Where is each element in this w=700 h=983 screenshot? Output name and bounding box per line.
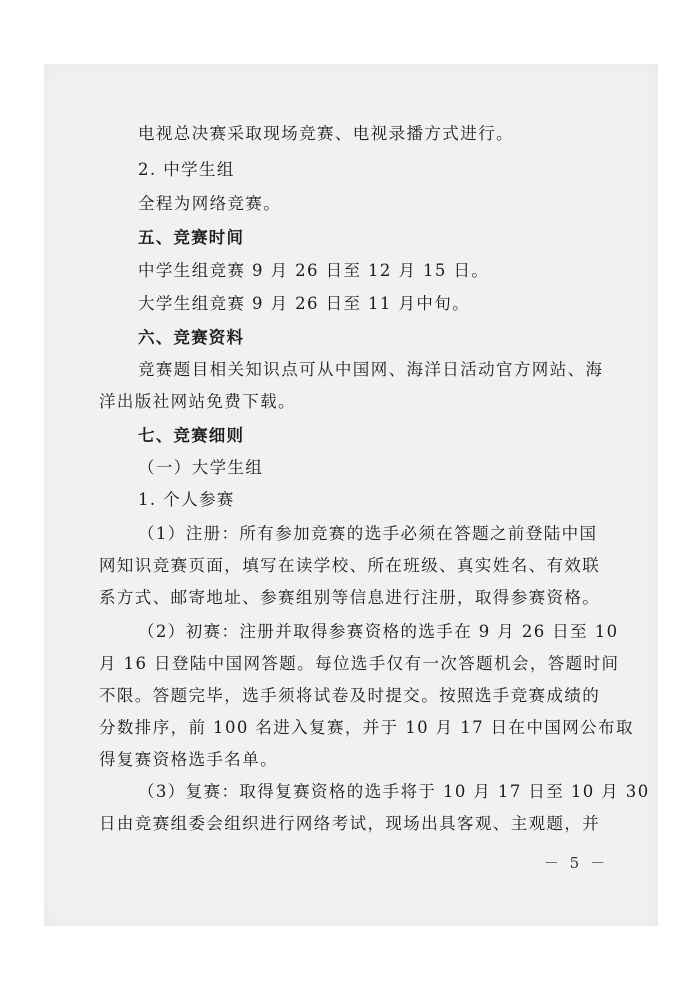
paragraph-line: 竞赛题目相关知识点可从中国网、海洋日活动官方网站、海 xyxy=(138,360,604,379)
paragraph-line: 大学生组竞赛 9 月 26 日至 11 月中旬。 xyxy=(138,294,471,313)
paragraph-line: 电视总决赛采取现场竞赛、电视录播方式进行。 xyxy=(138,124,514,143)
paragraph-line: 网知识竞赛页面，填写在读学校、所在班级、真实姓名、有效联 xyxy=(99,556,601,575)
subsection-title: （一）大学生组 xyxy=(138,458,264,477)
document-page xyxy=(44,64,658,926)
paragraph-line: 中学生组竞赛 9 月 26 日至 12 月 15 日。 xyxy=(138,261,490,280)
paragraph-line: 系方式、邮寄地址、参赛组别等信息进行注册，取得参赛资格。 xyxy=(99,588,601,607)
section-heading: 六、竞赛资料 xyxy=(138,328,245,347)
subsection-title: 1. 个人参赛 xyxy=(138,490,235,509)
paragraph-line: （2）初赛：注册并取得参赛资格的选手在 9 月 26 日至 10 xyxy=(138,622,619,641)
paragraph-line: 日由竞赛组委会组织进行网络考试，现场出具客观、主观题，并 xyxy=(99,814,601,833)
subsection-title: 2. 中学生组 xyxy=(138,160,235,179)
paragraph-line: 洋出版社网站免费下载。 xyxy=(99,392,296,411)
paragraph-line: 分数排序，前 100 名进入复赛，并于 10 月 17 日在中国网公布取 xyxy=(99,718,634,737)
paragraph-line: （1）注册：所有参加竞赛的选手必须在答题之前登陆中国 xyxy=(138,524,598,543)
paragraph-line: （3）复赛：取得复赛资格的选手将于 10 月 17 日至 10 月 30 xyxy=(138,782,650,801)
paragraph-line: 全程为网络竞赛。 xyxy=(138,194,282,213)
page-number: － 5 － xyxy=(543,854,608,872)
paragraph-line: 得复赛资格选手名单。 xyxy=(99,750,278,769)
paragraph-line: 月 16 日登陆中国网答题。每位选手仅有一次答题机会，答题时间 xyxy=(99,654,620,673)
section-heading: 五、竞赛时间 xyxy=(138,228,245,247)
section-heading: 七、竞赛细则 xyxy=(138,426,245,445)
paragraph-line: 不限。答题完毕，选手须将试卷及时提交。按照选手竞赛成绩的 xyxy=(99,686,601,705)
